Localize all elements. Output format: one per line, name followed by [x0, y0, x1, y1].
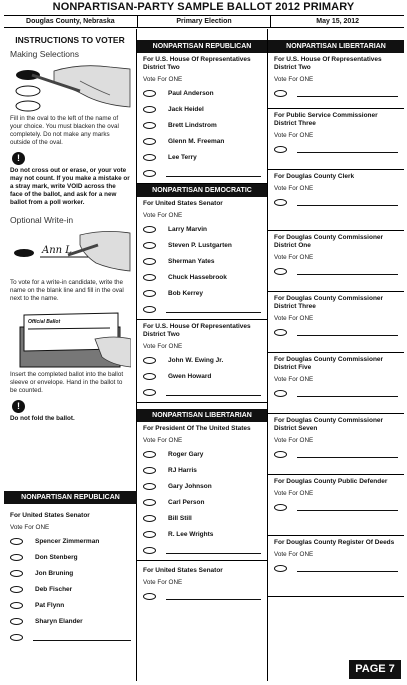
candidate-row[interactable] [137, 285, 267, 301]
office-title: For Public Service Commissioner District Three [274, 112, 378, 127]
candidate-row[interactable] [137, 101, 267, 117]
page-number-badge: PAGE 7 [349, 660, 401, 679]
selection-oval[interactable] [143, 138, 156, 145]
candidate-name: Bob Kerrey [168, 289, 204, 297]
writein-line[interactable] [297, 198, 398, 206]
candidate-name: Bill Still [168, 514, 192, 522]
candidate-row[interactable] [137, 352, 267, 368]
writein-line[interactable] [297, 328, 398, 336]
writein-row[interactable] [137, 165, 267, 181]
vote-for-label: Vote For ONE [143, 437, 183, 444]
ballot-header [4, 15, 404, 28]
contest-house-district-two-dem [137, 320, 267, 403]
ballot-sleeve-illustration [10, 309, 130, 369]
candidate-name: Larry Marvin [168, 225, 208, 233]
selection-oval[interactable] [274, 390, 287, 397]
contest-8 [268, 536, 404, 597]
writein-line[interactable] [166, 388, 261, 396]
selection-oval[interactable] [274, 268, 287, 275]
candidate-name: Don Stenberg [35, 553, 78, 561]
selection-oval[interactable] [10, 570, 23, 577]
fold-warning-icon: ! [12, 400, 25, 413]
candidate-name: Jack Heidel [168, 105, 204, 113]
writein-line[interactable] [297, 389, 398, 397]
office-title: For Douglas County Commissioner District Seven [274, 417, 384, 432]
vote-for-label: Vote For ONE [143, 343, 183, 350]
office-title: For President Of The United States [143, 425, 251, 432]
writein-line[interactable] [297, 450, 398, 458]
selection-oval[interactable] [143, 451, 156, 458]
contest-2 [268, 170, 404, 231]
writein-row[interactable] [268, 85, 404, 101]
writein-row[interactable] [268, 499, 404, 515]
candidate-row[interactable] [137, 494, 267, 510]
candidate-row[interactable] [4, 597, 137, 613]
writein-instructions: To vote for a write-in candidate, write the name on the blank line and fill in the oval next to the name. [10, 279, 124, 302]
selection-oval[interactable] [10, 602, 23, 609]
writein-row[interactable] [4, 629, 137, 645]
writein-line[interactable] [33, 633, 131, 641]
selection-oval[interactable] [143, 258, 156, 265]
contest-president [137, 422, 267, 561]
contest-1 [268, 109, 404, 170]
selection-oval[interactable] [143, 467, 156, 474]
writein-row[interactable] [268, 385, 404, 401]
right-column [268, 29, 404, 681]
selection-oval[interactable] [143, 547, 156, 554]
candidate-name: Sharyn Elander [35, 617, 83, 625]
candidate-name: Paul Anderson [168, 89, 214, 97]
candidate-name: John W. Ewing Jr. [168, 356, 224, 364]
vote-for-label: Vote For ONE [274, 376, 314, 383]
writein-line[interactable] [297, 503, 398, 511]
col1-contest [4, 491, 137, 645]
candidate-row[interactable] [137, 462, 267, 478]
candidate-name: Jon Bruning [35, 569, 74, 577]
candidate-name: Carl Person [168, 498, 205, 506]
writein-row[interactable] [268, 194, 404, 210]
candidate-name: Glenn M. Freeman [168, 137, 225, 145]
office-title: For U.S. House Of Representatives District Two [274, 56, 382, 71]
selection-oval[interactable] [143, 515, 156, 522]
contest-house-district-two [137, 53, 267, 184]
candidate-name: Roger Gary [168, 450, 204, 458]
selection-oval[interactable] [143, 122, 156, 129]
selection-oval[interactable] [143, 242, 156, 249]
candidate-row[interactable] [137, 526, 267, 542]
candidate-row[interactable] [4, 565, 137, 581]
selection-oval[interactable] [143, 373, 156, 380]
candidate-row[interactable] [137, 269, 267, 285]
writein-line[interactable] [166, 305, 261, 313]
candidate-row[interactable] [137, 117, 267, 133]
selection-oval[interactable] [10, 538, 23, 545]
selection-oval[interactable] [274, 146, 287, 153]
writein-row[interactable] [137, 301, 267, 317]
writein-row[interactable] [137, 588, 267, 604]
writein-line[interactable] [297, 564, 398, 572]
warning-instructions: Do not cross out or erase, or your vote may not count. If you make a mistake or a stray mark, write VOID across the face of the ballot, and ask for a new ballot from a poll worker. [10, 167, 130, 206]
candidate-name: Steven P. Lustgarten [168, 241, 232, 249]
selection-oval[interactable] [274, 329, 287, 336]
party-header: NONPARTISAN LIBERTARIAN [137, 409, 267, 422]
candidate-row[interactable] [4, 581, 137, 597]
selection-oval[interactable] [143, 306, 156, 313]
candidate-row[interactable] [137, 253, 267, 269]
making-selections-heading: Making Selections [10, 49, 79, 59]
contest-4 [268, 292, 404, 353]
candidate-name: Chuck Hassebrook [168, 273, 227, 281]
selection-oval[interactable] [143, 357, 156, 364]
middle-column [137, 29, 268, 681]
header-county: Douglas County, Nebraska [4, 16, 138, 27]
writein-row[interactable] [268, 263, 404, 279]
sleeve-instructions: Insert the completed ballot into the ballot sleeve or envelope. Hand in the ballot to be counted. [10, 371, 124, 394]
vote-for-label: Vote For ONE [274, 315, 314, 322]
oval-fill-illustration [10, 61, 130, 113]
writein-row[interactable] [268, 324, 404, 340]
candidate-row[interactable] [137, 237, 267, 253]
office-title: For Douglas County Commissioner District Three [274, 295, 384, 310]
office-title: For Douglas County Public Defender [274, 478, 388, 485]
optional-writein-heading: Optional Write-in [10, 215, 74, 225]
office-title: For Douglas County Commissioner District Five [274, 356, 384, 371]
vote-for-label: Vote For ONE [143, 212, 183, 219]
party-header: NONPARTISAN DEMOCRATIC [137, 184, 267, 197]
candidate-row[interactable] [137, 446, 267, 462]
office-title: For Douglas County Clerk [274, 173, 355, 180]
candidate-row[interactable] [137, 510, 267, 526]
writein-row[interactable] [268, 446, 404, 462]
vote-for-label: Vote For ONE [10, 524, 50, 531]
candidate-row[interactable] [137, 221, 267, 237]
fill-instructions: Fill in the oval to the left of the name of your choice. You must blacken the oval completely. Do not make any marks outside of the oval. [10, 115, 119, 146]
writein-illustration [10, 227, 130, 277]
writein-line[interactable] [297, 145, 398, 153]
vote-for-label: Vote For ONE [143, 76, 183, 83]
candidate-name: Pat Flynn [35, 601, 65, 609]
vote-for-label: Vote For ONE [274, 254, 314, 261]
candidate-row[interactable] [137, 133, 267, 149]
selection-oval[interactable] [274, 565, 287, 572]
writein-line[interactable] [297, 267, 398, 275]
candidate-name: Brett Lindstrom [168, 121, 217, 129]
office-title: For Douglas County Register Of Deeds [274, 539, 395, 546]
selection-oval[interactable] [10, 618, 23, 625]
writein-line[interactable] [297, 89, 398, 97]
selection-oval[interactable] [143, 106, 156, 113]
selection-oval[interactable] [274, 90, 287, 97]
instructions-title: INSTRUCTIONS TO VOTER [15, 35, 125, 45]
candidate-name: Gary Johnson [168, 482, 212, 490]
candidate-name: RJ Harris [168, 466, 197, 474]
vote-for-label: Vote For ONE [274, 490, 314, 497]
vote-for-label: Vote For ONE [274, 551, 314, 558]
candidate-row[interactable] [137, 478, 267, 494]
candidate-row[interactable] [137, 368, 267, 384]
vote-for-label: Vote For ONE [143, 579, 183, 586]
header-date: May 15, 2012 [316, 18, 360, 25]
candidate-row[interactable] [4, 549, 137, 565]
selection-oval[interactable] [143, 290, 156, 297]
selection-oval[interactable] [143, 274, 156, 281]
header-election: Primary Election [138, 16, 272, 27]
office-title: For United States Senator [143, 200, 223, 207]
office-title: For Douglas County Commissioner District One [274, 234, 384, 249]
selection-oval[interactable] [143, 389, 156, 396]
contest-5 [268, 353, 404, 414]
candidate-name: Lee Terry [168, 153, 197, 161]
selection-oval[interactable] [274, 199, 287, 206]
warning-icon: ! [12, 152, 25, 165]
selection-oval[interactable] [143, 154, 156, 161]
selection-oval[interactable] [143, 531, 156, 538]
office-title: For United States Senator [143, 567, 223, 574]
ballot-label: Official Ballot [28, 319, 61, 325]
selection-oval[interactable] [10, 586, 23, 593]
selection-oval[interactable] [10, 554, 23, 561]
writein-line[interactable] [166, 169, 261, 177]
candidate-row[interactable] [4, 533, 137, 549]
candidate-name: Gwen Howard [168, 372, 212, 380]
ballot-title: NONPARTISAN-PARTY SAMPLE BALLOT 2012 PRIMARY [52, 1, 355, 13]
contest-6 [268, 414, 404, 475]
fold-instructions: Do not fold the ballot. [10, 415, 75, 422]
party-header: NONPARTISAN REPUBLICAN [4, 491, 137, 504]
writein-row[interactable] [137, 542, 267, 558]
vote-for-label: Vote For ONE [274, 76, 314, 83]
contest-lib-senator [137, 561, 267, 604]
office-title: For United States Senator [10, 512, 90, 519]
selection-oval[interactable] [274, 504, 287, 511]
contest-us-senator [137, 197, 267, 320]
instructions-column [4, 29, 137, 681]
candidate-name: R. Lee Wrights [168, 530, 214, 538]
contest-0 [268, 53, 404, 109]
candidate-name: Sherman Yates [168, 257, 215, 265]
vote-for-label: Vote For ONE [274, 185, 314, 192]
vote-for-label: Vote For ONE [274, 132, 314, 139]
vote-for-label: Vote For ONE [274, 437, 314, 444]
selection-oval[interactable] [143, 170, 156, 177]
candidate-row[interactable] [4, 613, 137, 629]
candidate-row[interactable] [137, 149, 267, 165]
party-header: NONPARTISAN LIBERTARIAN [268, 40, 404, 53]
candidate-row[interactable] [137, 85, 267, 101]
hand-pencil-icon [10, 61, 131, 113]
writein-line[interactable] [166, 546, 261, 554]
selection-oval[interactable] [10, 634, 23, 641]
selection-oval[interactable] [143, 226, 156, 233]
writein-row[interactable] [268, 141, 404, 157]
ballot-sleeve-icon [10, 309, 131, 369]
writein-line[interactable] [166, 592, 261, 600]
selection-oval[interactable] [143, 483, 156, 490]
writein-sample-text: Ann L [42, 245, 72, 256]
office-title: For U.S. House Of Representatives District Two [143, 323, 251, 338]
contest-7 [268, 475, 404, 536]
candidate-name: Spencer Zimmerman [35, 537, 100, 545]
office-title: For U.S. House Of Representatives District Two [143, 56, 251, 71]
selection-oval[interactable] [274, 451, 287, 458]
party-header: NONPARTISAN REPUBLICAN [137, 40, 267, 53]
selection-oval[interactable] [143, 499, 156, 506]
selection-oval[interactable] [143, 90, 156, 97]
writein-row[interactable] [137, 384, 267, 400]
candidate-name: Deb Fischer [35, 585, 73, 593]
contest-3 [268, 231, 404, 292]
writein-row[interactable] [268, 560, 404, 576]
selection-oval[interactable] [143, 593, 156, 600]
